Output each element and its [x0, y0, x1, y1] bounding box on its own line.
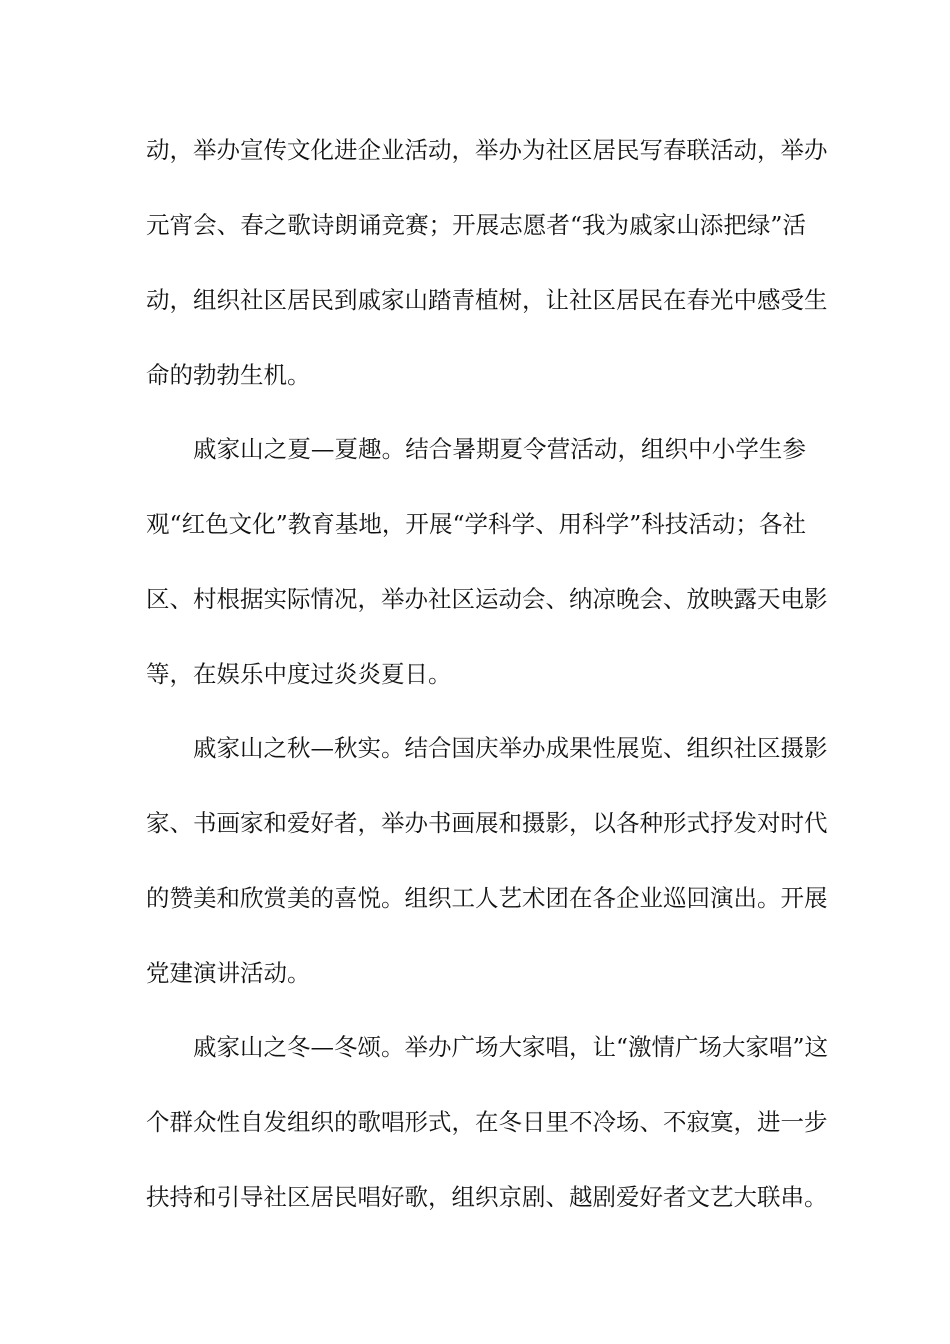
- text-line: 元宵会、春之歌诗朗诵竞赛；开展志愿者“我为戚家山添把绿”活: [146, 211, 806, 239]
- text-line: 等，在娱乐中度过炎炎夏日。: [146, 660, 452, 688]
- paragraph-winter-first-line: 戚家山之冬—冬颂。举办广场大家唱，让“激情广场大家唱”这: [193, 1033, 829, 1061]
- text-line: 扶持和引导社区居民唱好歌，组织京剧、越剧爱好者文艺大联串。: [146, 1183, 828, 1211]
- text-line: 命的勃勃生机。: [146, 361, 311, 389]
- text-line: 党建演讲活动。: [146, 959, 311, 987]
- paragraph-summer-first-line: 戚家山之夏—夏趣。结合暑期夏令营活动，组织中小学生参: [193, 435, 806, 463]
- text-line: 动，举办宣传文化进企业活动，举办为社区居民写春联活动，举办: [146, 136, 828, 164]
- text-line: 家、书画家和爱好者，举办书画展和摄影，以各种形式抒发对时代: [146, 809, 828, 837]
- text-line: 个群众性自发组织的歌唱形式，在冬日里不冷场、不寂寞，进一步: [146, 1108, 828, 1136]
- text-line: 区、村根据实际情况，举办社区运动会、纳凉晚会、放映露天电影: [146, 585, 828, 613]
- paragraph-autumn-first-line: 戚家山之秋—秋实。结合国庆举办成果性展览、组织社区摄影: [193, 734, 828, 762]
- text-line: 动，组织社区居民到戚家山踏青植树，让社区居民在春光中感受生: [146, 286, 828, 314]
- text-line: 的赞美和欣赏美的喜悦。组织工人艺术团在各企业巡回演出。开展: [146, 884, 828, 912]
- text-line: 观“红色文化”教育基地，开展“学科学、用科学”科技活动；各社: [146, 510, 806, 538]
